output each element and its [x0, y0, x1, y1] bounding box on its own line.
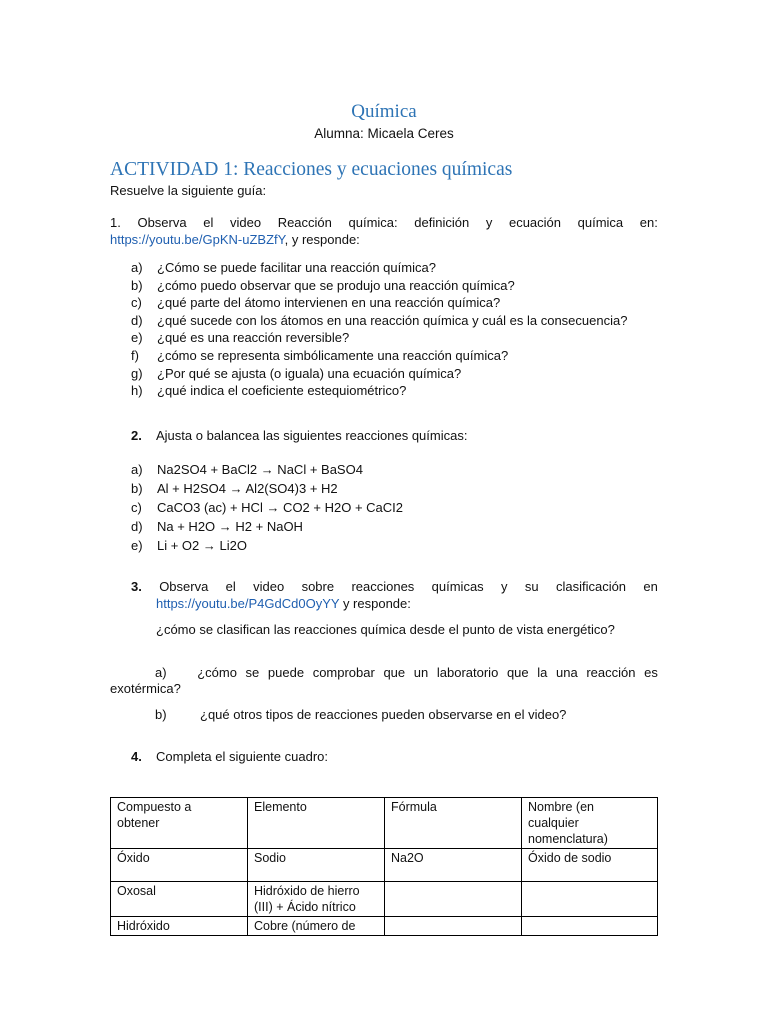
question-1-item-mark: f): [131, 347, 139, 363]
question-3-word: clasificación: [555, 579, 627, 594]
question-3-question: ¿cómo se clasifican las reacciones química desde el punto de vista energético?: [156, 622, 615, 637]
table-cell-text: (III) + Ácido nítrico: [254, 900, 356, 914]
table-cell-text: cualquier: [528, 816, 579, 830]
table-cell: [111, 798, 248, 849]
question-1-word: ecuación: [508, 215, 562, 230]
question-2-list: [131, 460, 403, 555]
table-cell-text: Óxido de sodio: [528, 851, 612, 865]
question-3-word: reacciones: [351, 579, 415, 594]
question-2-item-mark: e): [131, 538, 143, 553]
question-1-item: [131, 277, 627, 295]
question-2-item-mark: a): [131, 462, 143, 477]
document-title: Química: [351, 101, 417, 122]
question-2-item: [131, 498, 403, 517]
question-1-line: [110, 215, 658, 230]
compounds-table-wrap: [110, 797, 658, 936]
question-3-number: 3.: [131, 579, 142, 594]
activity-heading: ACTIVIDAD 1: Reacciones y ecuaciones químicas: [110, 159, 513, 180]
question-2-item: [131, 536, 403, 555]
question-2-item: [131, 517, 403, 536]
question-1-item-text: ¿qué indica el coeficiente estequiométrico?: [157, 383, 407, 399]
question-3-sub-a-word: comprobar: [312, 665, 375, 680]
question-1-word: química: [577, 215, 624, 230]
question-3-sub-a-word: es: [644, 665, 658, 680]
question-1-word: Observa: [137, 215, 187, 230]
activity-intro: Resuelve la siguiente guía:: [110, 183, 267, 198]
question-2-number: 2.: [131, 428, 142, 443]
table-cell: [111, 917, 248, 936]
question-2-item-text: CaCO3 (ac) + HCl → CO2 + H2O + CaCI2: [157, 500, 403, 515]
table-cell: [248, 849, 385, 882]
table-cell: [522, 917, 658, 936]
table-cell: [385, 849, 522, 882]
table-cell: [385, 798, 522, 849]
question-1-item-mark: e): [131, 330, 143, 346]
video-link-1[interactable]: https://youtu.be/GpKN-uZBZfY: [110, 232, 285, 247]
table-cell: [522, 849, 658, 882]
question-1-word: en:: [639, 215, 658, 230]
question-1-word: definición: [414, 215, 470, 230]
question-1-item-text: ¿qué sucede con los átomos en una reacción química y cuál es la consecuencia?: [157, 312, 628, 328]
question-1-item-mark: g): [131, 365, 143, 381]
question-3-word: en: [643, 579, 658, 594]
table-cell: [522, 798, 658, 849]
question-2-item-mark: d): [131, 519, 143, 534]
question-3-sub-a-word: la: [537, 665, 548, 680]
question-3-sub-a-line: [110, 665, 658, 680]
question-2-item-text: Na2SO4 + BaCl2 → NaCl + BaSO4: [157, 462, 363, 477]
question-4-text: Completa el siguiente cuadro:: [156, 749, 328, 764]
question-3-sub-a: [110, 665, 658, 696]
question-3-link-line: [131, 596, 658, 611]
question-1-word: y: [485, 215, 493, 230]
table-cell: [248, 882, 385, 917]
question-1-item: [131, 312, 627, 330]
question-3-word: sobre: [301, 579, 335, 594]
compounds-table: [110, 797, 658, 936]
question-3-after-link: y responde:: [339, 596, 411, 611]
table-cell-text: Hidróxido: [117, 919, 170, 933]
table-cell-text: Cobre (número de: [254, 919, 356, 933]
question-2-item-text: Al + H2SO4 → Al2(SO4)3 + H2: [157, 481, 338, 496]
question-3-sub-a-cont: exotérmica?: [110, 681, 181, 696]
sub-b-mark: b): [155, 707, 167, 722]
question-1-item-mark: d): [131, 312, 143, 328]
question-3-word: químicas: [431, 579, 484, 594]
question-2-item-text: Li + O2 → Li2O: [157, 538, 247, 553]
question-3-word: video: [253, 579, 285, 594]
question-3-sub-a-word: un: [413, 665, 429, 680]
question-1-item-text: ¿cómo se representa simbólicamente una reacción química?: [157, 347, 509, 363]
table-cell: [522, 882, 658, 917]
question-1-word: química:: [348, 215, 398, 230]
question-2-item-text: Na + H2O → H2 + NaOH: [157, 519, 303, 534]
question-2-item-mark: c): [131, 500, 142, 515]
table-cell-text: Hidróxido de hierro: [254, 884, 360, 898]
question-1-item-text: ¿cómo puedo observar que se produjo una reacción química?: [157, 277, 515, 293]
table-cell: [248, 798, 385, 849]
question-2-item: [131, 460, 403, 479]
table-cell-text: nomenclatura): [528, 832, 608, 846]
question-1-word: video: [229, 215, 262, 230]
question-1-after-link: , y responde:: [284, 232, 360, 247]
video-link-2[interactable]: https://youtu.be/P4GdCd0OyYY: [156, 596, 340, 611]
question-3-word: el: [225, 579, 236, 594]
sub-b-text: ¿qué otros tipos de reacciones pueden observarse en el video?: [200, 707, 567, 722]
table-header-row: [111, 798, 658, 849]
question-1-word: Reacción: [277, 215, 332, 230]
table-cell-text: Elemento: [254, 800, 307, 814]
table-cell-text: Na2O: [391, 851, 424, 865]
table-row: [111, 917, 658, 936]
question-3-sub-b: [155, 707, 566, 722]
question-3-sub-a-word: que: [506, 665, 529, 680]
table-cell: [248, 917, 385, 936]
table-cell: [111, 882, 248, 917]
table-cell: [385, 917, 522, 936]
question-2-text: Ajusta o balancea las siguientes reacciones químicas:: [156, 428, 468, 443]
question-3-sub-a-word: que: [383, 665, 406, 680]
question-1-item: [131, 294, 627, 312]
question-1-item: [131, 382, 627, 400]
question-4: [131, 749, 328, 764]
table-cell-text: Sodio: [254, 851, 286, 865]
question-3-line: [131, 579, 658, 594]
question-1-list: [131, 259, 627, 400]
table-cell-text: Nombre (en: [528, 800, 594, 814]
question-3-sub-a-word: puede: [267, 665, 305, 680]
question-3-word: su: [524, 579, 539, 594]
question-3-sub-a-word: ¿cómo: [197, 665, 237, 680]
question-3-sub-a-word: reacción: [586, 665, 636, 680]
question-3: [131, 579, 658, 611]
question-1: [110, 215, 658, 247]
table-cell: [385, 882, 522, 917]
question-1-item-text: ¿Por qué se ajusta (o iguala) una ecuación química?: [157, 365, 462, 381]
question-1-item: [131, 347, 627, 365]
question-3-word: Observa: [159, 579, 209, 594]
question-4-number: 4.: [131, 749, 142, 764]
table-cell-text: Compuesto a: [117, 800, 192, 814]
question-1-item-mark: a): [131, 260, 143, 275]
question-1-item-text: ¿qué parte del átomo intervienen en una reacción química?: [157, 295, 501, 311]
compounds-table-body: [111, 798, 658, 936]
question-1-item-mark: h): [131, 383, 143, 399]
question-3-sub-a-word: se: [245, 665, 260, 680]
table-row: [111, 882, 658, 917]
table-row: [111, 849, 658, 882]
question-1-item: [131, 365, 627, 383]
question-1-item-mark: c): [131, 295, 142, 311]
question-3-sub-a-word: laboratorio: [436, 665, 499, 680]
question-3-word: y: [501, 579, 508, 594]
student-name: Alumna: Micaela Ceres: [314, 126, 454, 141]
question-3-sub-a-word: una: [556, 665, 578, 680]
question-2-item-mark: b): [131, 481, 143, 496]
table-cell-text: Fórmula: [391, 800, 437, 814]
sub-a-mark: a): [155, 665, 167, 680]
table-cell-text: Óxido: [117, 851, 150, 865]
question-1-item-mark: b): [131, 277, 143, 293]
question-1-word: el: [203, 215, 214, 230]
question-1-link-line: [110, 232, 658, 247]
question-2-item: [131, 479, 403, 498]
question-1-item-text: ¿qué es una reacción reversible?: [157, 330, 350, 346]
question-1-item: [131, 329, 627, 347]
question-1-item: [131, 259, 627, 277]
table-cell-text: obtener: [117, 816, 160, 830]
question-1-number: 1.: [110, 215, 121, 230]
question-2: [131, 428, 467, 443]
table-cell-text: Oxosal: [117, 884, 156, 898]
question-1-item-text: ¿Cómo se puede facilitar una reacción química?: [157, 260, 436, 275]
table-cell: [111, 849, 248, 882]
